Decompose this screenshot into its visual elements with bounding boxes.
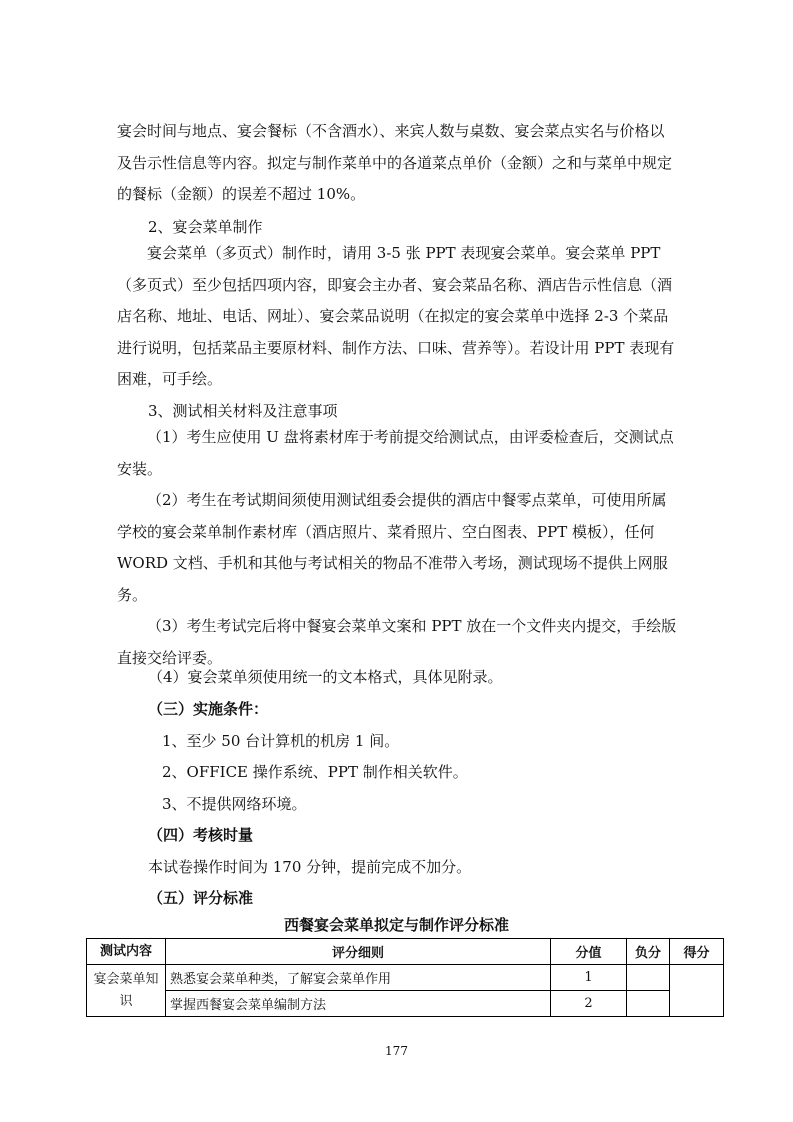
points-earned-cell (670, 965, 724, 1017)
deduction-cell (627, 965, 670, 991)
score-cell: 1 (551, 965, 627, 991)
heading-menu-making: 2、宴会菜单制作 (148, 218, 263, 236)
section-scoring-standard: （五）评分标准 (148, 889, 254, 907)
condition-3: 3、不提供网络环境。 (162, 795, 307, 813)
category-cell: 宴会菜单知识 (87, 965, 166, 1017)
score-cell: 2 (551, 991, 627, 1017)
table-header-row (87, 939, 724, 965)
header-points-earned: 得分 (670, 939, 724, 965)
header-score: 分值 (551, 939, 627, 965)
table-row (87, 965, 724, 991)
section-implementation-conditions: （三）实施条件： (148, 700, 269, 718)
condition-2: 2、OFFICE 操作系统、PPT 制作相关软件。 (162, 763, 468, 781)
detail-cell: 熟悉宴会菜单种类，了解宴会菜单作用 (166, 965, 551, 991)
detail-cell: 掌握西餐宴会菜单编制方法 (166, 991, 551, 1017)
note-2: （2）考生在考试期间须使用测试组委会提供的酒店中餐零点菜单，可使用所属学校的宴会菜单制作素材库（酒店照片、菜肴照片、空白图表、PPT 模板），任何 WORD 文档、手机和其他与考试相关的物品不准带入考场，测试现场不提供上网服务。 (117, 491, 668, 604)
deduction-cell (627, 991, 670, 1017)
header-scoring-details: 评分细则 (166, 939, 551, 965)
condition-1: 1、至少 50 台计算机的机房 1 间。 (162, 732, 400, 750)
paragraph-banquet-info: 宴会时间与地点、宴会餐标（不含酒水）、来宾人数与桌数、宴会菜点实名与价格以及告示性信息等内容。拟定与制作菜单中的各道菜点单价（金额）之和与菜单中规定的餐标（金额）的误差不超过 10%。 (117, 122, 673, 203)
table-row (87, 991, 724, 1017)
table-title: 西餐宴会菜单拟定与制作评分标准 (283, 916, 509, 934)
note-3: （3）考生考试完后将中餐宴会菜单文案和 PPT 放在一个文件夹内提交，手绘版直接交给评委。 (117, 617, 677, 667)
section-exam-duration: （四）考核时量 (148, 826, 254, 844)
note-1: （1）考生应使用 U 盘将素材库于考前提交给测试点，由评委检查后，交测试点安装。 (117, 428, 674, 478)
page-number: 177 (385, 1044, 408, 1058)
paragraph-menu-making: 宴会菜单（多页式）制作时，请用 3-5 张 PPT 表现宴会菜单。宴会菜单 PPT（多页式）至少包括四项内容，即宴会主办者、宴会菜品名称、酒店告示性信息（酒店名称、地址、电话、网址）、宴会菜品说明（在拟定的宴会菜单中选择 2-3 个菜品进行说明，包括菜品主要原材料、制作方法、口味、营养等）。若设计用 PPT 表现有困难，可手绘。 (117, 244, 675, 388)
header-deduction: 负分 (627, 939, 670, 965)
exam-duration-text: 本试卷操作时间为 170 分钟，提前完成不加分。 (148, 858, 472, 876)
scoring-table (86, 938, 724, 1017)
note-4: （4）宴会菜单须使用统一的文本格式，具体见附录。 (148, 668, 503, 686)
header-test-content: 测试内容 (87, 939, 166, 965)
heading-materials: 3、测试相关材料及注意事项 (148, 402, 338, 420)
